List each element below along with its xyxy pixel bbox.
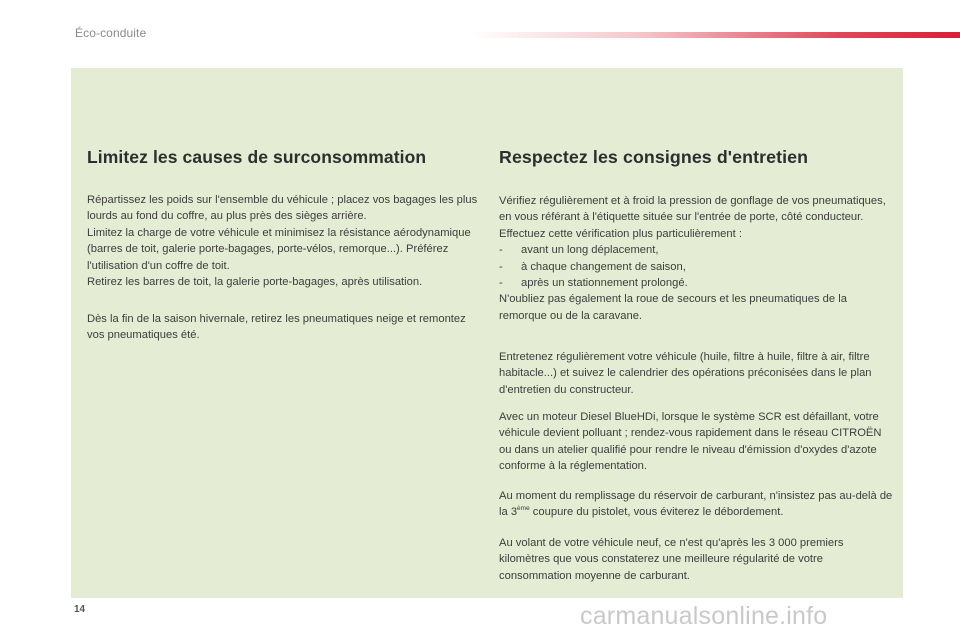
list-item bbox=[499, 275, 893, 291]
list-item bbox=[499, 242, 893, 258]
right-text-line: Vérifiez régulièrement et à froid la pression de gonflage de vos pneumatiques, en vous référant à l'étiquette située sur l'entrée de porte, côté conducteur. bbox=[499, 195, 886, 224]
list-item-text: à chaque changement de saison, bbox=[521, 260, 686, 273]
left-paragraph-1 bbox=[87, 192, 479, 290]
list-item-text: après un stationnement prolongé. bbox=[521, 277, 688, 290]
para4-text-before: Au moment du remplissage du réservoir de carburant, n'insistez pas au-delà de la 3 bbox=[499, 490, 893, 519]
watermark: carmanualsonline.info bbox=[580, 602, 828, 630]
page-number: 14 bbox=[74, 604, 86, 615]
right-text-line: Effectuez cette vérification plus particulièrement : bbox=[499, 227, 742, 240]
right-text-line: Avec un moteur Diesel BlueHDi, lorsque le système SCR est défaillant, votre véhicule devient polluant ; rendez-vous rapidement dans le réseau CITROËN ou dans un atelier qualifié pour rendre le niveau d'émission d'oxydes d'azote conforme à la réglementation. bbox=[499, 411, 882, 473]
right-text-line: Entretenez régulièrement votre véhicule (huile, filtre à huile, filtre à air, filtre habitacle...) et suivez le calendrier des opérations préconisées dans le plan d'entretien du constructeur. bbox=[499, 351, 872, 396]
right-text-line: N'oubliez pas également la roue de secours et les pneumatiques de la remorque ou de la caravane. bbox=[499, 293, 847, 322]
right-paragraph-1 bbox=[499, 193, 893, 324]
list-dash: - bbox=[499, 277, 503, 290]
left-paragraph-2 bbox=[87, 311, 479, 344]
left-heading: Limitez les causes de surconsommation bbox=[87, 147, 427, 167]
right-paragraph-5 bbox=[499, 535, 893, 584]
right-heading: Respectez les consignes d'entretien bbox=[499, 147, 809, 167]
list-dash: - bbox=[499, 244, 503, 257]
right-paragraph-3 bbox=[499, 409, 893, 475]
right-paragraph-2 bbox=[499, 349, 893, 398]
right-text-line bbox=[499, 488, 893, 521]
checklist bbox=[499, 242, 893, 291]
list-item-text: avant un long déplacement, bbox=[521, 244, 659, 257]
header-accent-rule bbox=[470, 32, 960, 38]
para4-text-after: coupure du pistolet, vous éviterez le débordement. bbox=[529, 506, 784, 519]
left-text-line: Dès la fin de la saison hivernale, retirez les pneumatiques neige et remontez vos pneumatiques été. bbox=[87, 313, 466, 342]
right-paragraph-4 bbox=[499, 488, 893, 521]
section-title: Éco-conduite bbox=[75, 26, 147, 40]
left-text-line: Répartissez les poids sur l'ensemble du véhicule ; placez vos bagages les plus lourds au fond du coffre, au plus près des sièges arrière. bbox=[87, 194, 478, 223]
list-dash: - bbox=[499, 260, 503, 273]
list-item bbox=[499, 259, 893, 275]
left-text-line: Retirez les barres de toit, la galerie porte-bagages, après utilisation. bbox=[87, 276, 423, 289]
ordinal-superscript: ème bbox=[517, 505, 530, 513]
content-panel bbox=[71, 68, 903, 598]
right-text-line: Au volant de votre véhicule neuf, ce n'est qu'après les 3 000 premiers kilomètres que vous constaterez une meilleure régularité de votre consommation moyenne de carburant. bbox=[499, 537, 844, 582]
left-text-line: Limitez la charge de votre véhicule et minimisez la résistance aérodynamique (barres de toit, galerie porte-bagages, porte-vélos, remorque...). Préférez l'utilisation d'un coffre de toit. bbox=[87, 226, 471, 272]
